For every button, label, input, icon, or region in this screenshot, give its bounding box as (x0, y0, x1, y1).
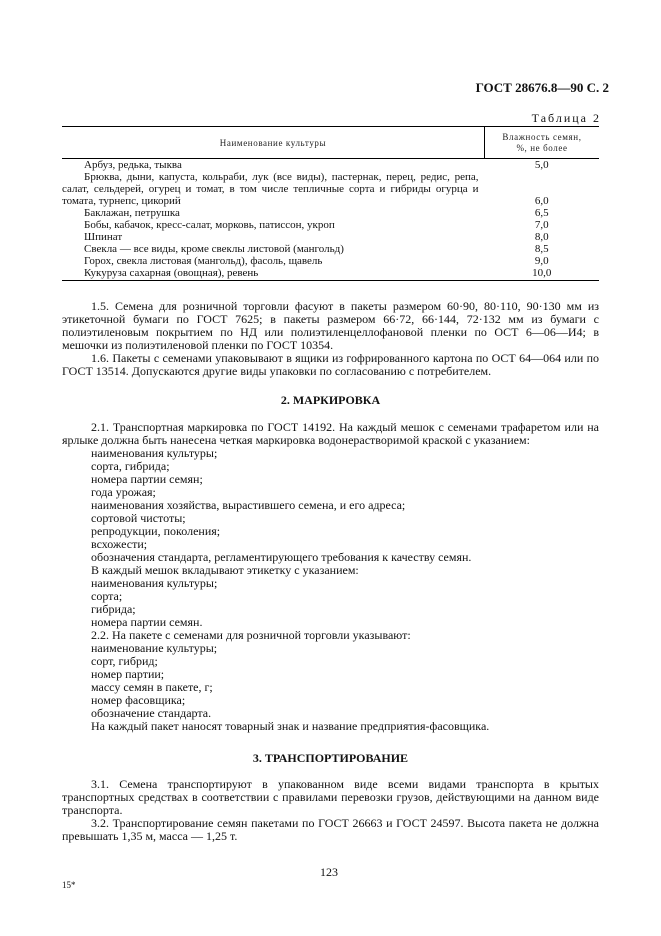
list-item: обозначение стандарта. (91, 706, 212, 720)
table-row (62, 171, 599, 207)
list-item: наименования культуры; (91, 446, 218, 460)
list-item: сорта, гибрида; (91, 459, 170, 473)
table-cell-humidity: 7,0 (534, 219, 549, 231)
table-row (62, 255, 599, 267)
table-cell-humidity: 5,0 (534, 159, 549, 171)
section-2 (62, 394, 599, 733)
table-row (62, 231, 599, 243)
list-item: сорта; (91, 589, 123, 603)
column-header-humidity-line1: Влажность семян, (502, 131, 582, 142)
section-1-paragraphs (62, 300, 599, 378)
list-item: сортовой чистоты; (91, 511, 186, 525)
list-item: На каждый пакет наносят товарный знак и название предприятия-фасовщика. (91, 719, 490, 733)
table-cell-crop: Баклажан, петрушка (84, 207, 180, 219)
table-header-row (62, 127, 599, 159)
list-item: номера партии семян. (91, 615, 203, 629)
column-header-crop: Наименование культуры (62, 127, 485, 159)
list-item: номер фасовщика; (91, 693, 186, 707)
paragraph-1-6: 1.6. Пакеты с семенами упаковывают в ящики из гофрированного картона по ОСТ 64—064 или по ГОСТ 13514. Допускаются другие виды упаковки по согласованию с потребителем. (62, 351, 599, 378)
paragraph-2-2: 2.2. На пакете с семенами для розничной торговли указывают: (91, 628, 411, 642)
table-cell-crop: Свекла — все виды, кроме свеклы листовой (мангольд) (84, 243, 344, 255)
table-cell-crop: Шпинат (84, 231, 123, 243)
list-item: всхожести; (91, 537, 148, 551)
list-item: года урожая; (91, 485, 156, 499)
table-cell-crop: Кукуруза сахарная (овощная), ревень (62, 267, 485, 281)
list-item: В каждый мешок вкладывают этикетку с указанием: (91, 563, 359, 577)
table-cell-crop: Бобы, кабачок, кресс-салат, морковь, патиссон, укроп (84, 219, 335, 231)
list-item: наименования культуры; (91, 576, 218, 590)
table-row (62, 207, 599, 219)
table-row (62, 243, 599, 255)
page-number: 123 (320, 865, 338, 879)
list-item: массу семян в пакете, г; (91, 680, 213, 694)
list-item: обозначения стандарта, регламентирующего требования к качеству семян. (91, 550, 472, 564)
table-cell-humidity: 6,5 (534, 207, 549, 219)
signature-mark: 15* (62, 880, 76, 890)
section-2-title: 2. МАРКИРОВКА (280, 393, 381, 407)
page-header: ГОСТ 28676.8—90 С. 2 (475, 80, 609, 95)
list-item: гибрида; (91, 602, 136, 616)
table-cell-humidity: 8,0 (534, 231, 549, 243)
paragraph-3-2: 3.2. Транспортирование семян пакетами по ГОСТ 26663 и ГОСТ 24597. Высота пакета не должна превышать 1,35 м, масса — 1,25 т. (62, 816, 599, 843)
paragraph-2-1: 2.1. Транспортная маркировка по ГОСТ 14192. На каждый мешок с семенами трафаретом или на ярлыке должна быть нанесена четкая маркировка водонерастворимой краской с указанием: (62, 420, 599, 447)
table-cell-humidity: 9,0 (534, 255, 549, 267)
list-item: наименования хозяйства, вырастившего семена, и его адреса; (91, 498, 406, 512)
column-header-humidity-line2: %, не более (516, 142, 568, 153)
table-caption: Таблица 2 (531, 111, 601, 125)
list-item: сорт, гибрид; (91, 654, 158, 668)
section-3-title: 3. ТРАНСПОРТИРОВАНИЕ (252, 751, 409, 765)
list-item: наименование культуры; (91, 641, 218, 655)
section-3 (62, 752, 599, 843)
table-cell-humidity: 8,5 (534, 243, 549, 255)
list-item: репродукции, поколения; (91, 524, 221, 538)
list-item: номер партии; (91, 667, 165, 681)
table-cell-crop: Горох, свекла листовая (мангольд), фасоль, щавель (84, 255, 323, 267)
humidity-table (62, 126, 599, 281)
table-cell-humidity: 10,0 (485, 267, 600, 281)
paragraph-3-1: 3.1. Семена транспортируют в упакованном виде всеми видами транспорта в крытых транспортных средствах в соответствии с правилами перевозки грузов, действующими на данном виде транспорта. (62, 777, 599, 817)
paragraph-1-5: 1.5. Семена для розничной торговли фасуют в пакеты размером 60·90, 80·110, 90·130 мм из этикеточной бумаги по ГОСТ 7625; в пакеты размером 66·72, 66·144, 72·132 мм из бумаги с полиэтиленовым покрытием по НД или полиэтиленцеллофановой пленки по ОСТ 6—06—И4; в мешочки из полиэтиленовой пленки по ГОСТ 10354. (62, 299, 599, 352)
list-item: номера партии семян; (91, 472, 203, 486)
table-row (62, 219, 599, 231)
table-cell-crop: Арбуз, редька, тыква (84, 159, 182, 171)
table-cell-humidity: 6,0 (534, 195, 549, 207)
table-row (62, 267, 599, 281)
table-cell-crop: Брюква, дыни, капуста, кольраби, лук (все виды), пастернак, перец, редис, репа, салат, сельдерей, огурец и томат, в том числе тепличные сорта и гибриды огурца и томата, турнепс, цикорий (62, 171, 479, 207)
table-row (62, 159, 599, 172)
column-header-humidity (485, 127, 600, 159)
